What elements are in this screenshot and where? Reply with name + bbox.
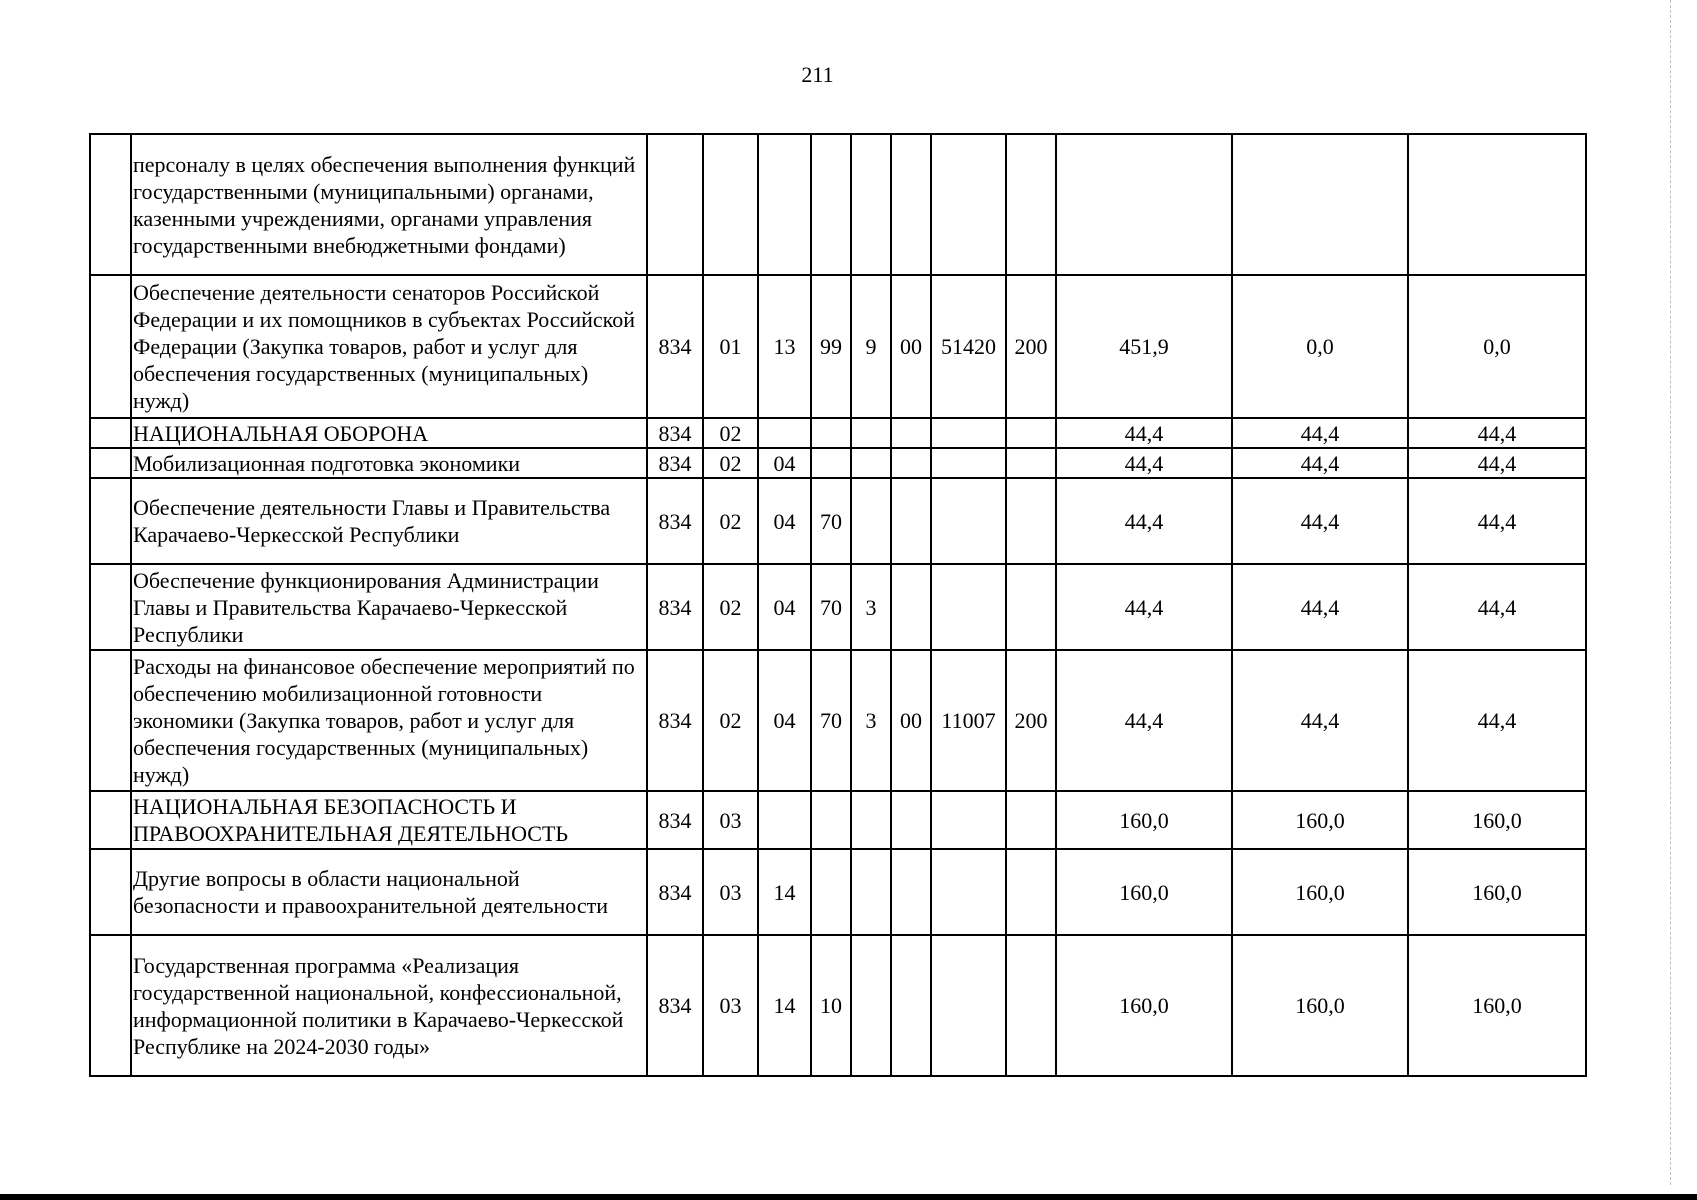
table-row — [90, 448, 1586, 478]
table-row — [90, 134, 1586, 275]
code-subprogram — [851, 478, 891, 564]
code-subprogram — [851, 134, 891, 275]
code-section: 03 — [703, 849, 758, 935]
amount-year-1: 160,0 — [1056, 935, 1232, 1076]
code-expense-type — [1006, 791, 1056, 849]
code-subsection: 14 — [758, 849, 811, 935]
row-name: НАЦИОНАЛЬНАЯ БЕЗОПАСНОСТЬ И ПРАВООХРАНИТЕЛЬНАЯ ДЕЯТЕЛЬНОСТЬ — [131, 791, 647, 849]
code-section: 03 — [703, 791, 758, 849]
code-subprogram — [851, 791, 891, 849]
row-name: Мобилизационная подготовка экономики — [131, 448, 647, 478]
row-number-cell — [90, 418, 131, 448]
code-subsection: 04 — [758, 478, 811, 564]
amount-year-1: 44,4 — [1056, 418, 1232, 448]
row-number-cell — [90, 275, 131, 418]
amount-year-3: 44,4 — [1408, 418, 1586, 448]
code-section: 02 — [703, 448, 758, 478]
code-subprogram — [851, 849, 891, 935]
amount-year-1: 44,4 — [1056, 650, 1232, 791]
amount-year-1: 44,4 — [1056, 564, 1232, 650]
page-number: 211 — [801, 62, 834, 87]
amount-year-2: 44,4 — [1232, 564, 1408, 650]
table-row — [90, 478, 1586, 564]
table-row — [90, 418, 1586, 448]
table-row — [90, 935, 1586, 1076]
code-expense-type — [1006, 134, 1056, 275]
row-name: Расходы на финансовое обеспечение мероприятий по обеспечению мобилизационной готовности экономики (Закупка товаров, работ и услуг для обеспечения государственных (муниципальных) нужд) — [131, 650, 647, 791]
code-direction — [931, 478, 1006, 564]
scan-edge-line — [1670, 0, 1672, 1185]
code-section: 02 — [703, 418, 758, 448]
code-admin: 834 — [647, 478, 703, 564]
row-name: Государственная программа «Реализация государственной национальной, конфессиональной, информационной политики в Карачаево-Черкесской Республике на 2024-2030 годы» — [131, 935, 647, 1076]
code-admin: 834 — [647, 448, 703, 478]
code-admin: 834 — [647, 849, 703, 935]
amount-year-1 — [1056, 134, 1232, 275]
code-admin: 834 — [647, 791, 703, 849]
code-program: 10 — [811, 935, 851, 1076]
code-program — [811, 849, 851, 935]
code-expense-type — [1006, 448, 1056, 478]
table-row — [90, 650, 1586, 791]
code-event — [891, 564, 931, 650]
code-direction — [931, 935, 1006, 1076]
code-section: 01 — [703, 275, 758, 418]
scan-bottom-bar — [0, 1194, 1697, 1200]
code-direction — [931, 564, 1006, 650]
row-number-cell — [90, 849, 131, 935]
code-admin: 834 — [647, 275, 703, 418]
row-name: Обеспечение деятельности Главы и Правительства Карачаево-Черкесской Республики — [131, 478, 647, 564]
code-admin: 834 — [647, 650, 703, 791]
row-number-cell — [90, 791, 131, 849]
code-event — [891, 418, 931, 448]
code-direction: 51420 — [931, 275, 1006, 418]
code-expense-type: 200 — [1006, 275, 1056, 418]
code-admin: 834 — [647, 935, 703, 1076]
code-program: 70 — [811, 564, 851, 650]
code-event — [891, 448, 931, 478]
amount-year-2 — [1232, 134, 1408, 275]
amount-year-1: 160,0 — [1056, 849, 1232, 935]
table-row — [90, 564, 1586, 650]
amount-year-2: 44,4 — [1232, 650, 1408, 791]
row-number-cell — [90, 564, 131, 650]
amount-year-1: 451,9 — [1056, 275, 1232, 418]
amount-year-2: 44,4 — [1232, 418, 1408, 448]
amount-year-1: 44,4 — [1056, 478, 1232, 564]
amount-year-3: 0,0 — [1408, 275, 1586, 418]
amount-year-1: 44,4 — [1056, 448, 1232, 478]
code-expense-type: 200 — [1006, 650, 1056, 791]
table-row — [90, 849, 1586, 935]
code-subsection — [758, 791, 811, 849]
code-subsection — [758, 418, 811, 448]
code-event — [891, 478, 931, 564]
code-subprogram — [851, 418, 891, 448]
amount-year-3: 44,4 — [1408, 650, 1586, 791]
code-program — [811, 791, 851, 849]
amount-year-3: 160,0 — [1408, 849, 1586, 935]
row-number-cell — [90, 448, 131, 478]
code-expense-type — [1006, 418, 1056, 448]
amount-year-2: 44,4 — [1232, 478, 1408, 564]
code-section: 03 — [703, 935, 758, 1076]
code-direction — [931, 849, 1006, 935]
amount-year-2: 160,0 — [1232, 935, 1408, 1076]
code-event: 00 — [891, 275, 931, 418]
row-number-cell — [90, 650, 131, 791]
table-row — [90, 275, 1586, 418]
code-event — [891, 134, 931, 275]
amount-year-3: 160,0 — [1408, 791, 1586, 849]
code-subsection: 04 — [758, 564, 811, 650]
amount-year-3: 44,4 — [1408, 478, 1586, 564]
budget-table — [89, 133, 1587, 1077]
amount-year-2: 160,0 — [1232, 791, 1408, 849]
row-number-cell — [90, 935, 131, 1076]
code-subprogram: 9 — [851, 275, 891, 418]
code-program: 70 — [811, 478, 851, 564]
table-row — [90, 791, 1586, 849]
row-number-cell — [90, 478, 131, 564]
row-name: Другие вопросы в области национальной безопасности и правоохранительной деятельности — [131, 849, 647, 935]
code-subprogram: 3 — [851, 564, 891, 650]
code-subprogram: 3 — [851, 650, 891, 791]
code-direction — [931, 134, 1006, 275]
amount-year-1: 160,0 — [1056, 791, 1232, 849]
amount-year-3: 44,4 — [1408, 448, 1586, 478]
amount-year-3: 160,0 — [1408, 935, 1586, 1076]
code-subsection: 14 — [758, 935, 811, 1076]
code-expense-type — [1006, 935, 1056, 1076]
code-program: 99 — [811, 275, 851, 418]
code-admin — [647, 134, 703, 275]
code-section: 02 — [703, 650, 758, 791]
code-event: 00 — [891, 650, 931, 791]
code-admin: 834 — [647, 418, 703, 448]
code-subsection — [758, 134, 811, 275]
code-expense-type — [1006, 478, 1056, 564]
code-program — [811, 418, 851, 448]
row-name: НАЦИОНАЛЬНАЯ ОБОРОНА — [131, 418, 647, 448]
code-program — [811, 448, 851, 478]
code-subprogram — [851, 448, 891, 478]
code-program: 70 — [811, 650, 851, 791]
code-subsection: 04 — [758, 448, 811, 478]
row-name: персоналу в целях обеспечения выполнения функций государственными (муниципальными) органами, казенными учреждениями, органами управления государственными внебюджетными фондами) — [131, 134, 647, 275]
code-expense-type — [1006, 564, 1056, 650]
amount-year-2: 44,4 — [1232, 448, 1408, 478]
row-number-cell — [90, 134, 131, 275]
code-event — [891, 791, 931, 849]
code-section: 02 — [703, 478, 758, 564]
amount-year-2: 160,0 — [1232, 849, 1408, 935]
code-event — [891, 849, 931, 935]
code-expense-type — [1006, 849, 1056, 935]
code-subsection: 13 — [758, 275, 811, 418]
code-direction: 11007 — [931, 650, 1006, 791]
amount-year-3 — [1408, 134, 1586, 275]
code-section — [703, 134, 758, 275]
code-direction — [931, 448, 1006, 478]
code-subprogram — [851, 935, 891, 1076]
code-direction — [931, 791, 1006, 849]
row-name: Обеспечение функционирования Администрации Главы и Правительства Карачаево-Черкесской Республики — [131, 564, 647, 650]
code-section: 02 — [703, 564, 758, 650]
code-direction — [931, 418, 1006, 448]
code-subsection: 04 — [758, 650, 811, 791]
amount-year-2: 0,0 — [1232, 275, 1408, 418]
code-program — [811, 134, 851, 275]
row-name: Обеспечение деятельности сенаторов Российской Федерации и их помощников в субъектах Российской Федерации (Закупка товаров, работ и услуг для обеспечения государственных (муниципальных) нужд) — [131, 275, 647, 418]
amount-year-3: 44,4 — [1408, 564, 1586, 650]
code-event — [891, 935, 931, 1076]
code-admin: 834 — [647, 564, 703, 650]
